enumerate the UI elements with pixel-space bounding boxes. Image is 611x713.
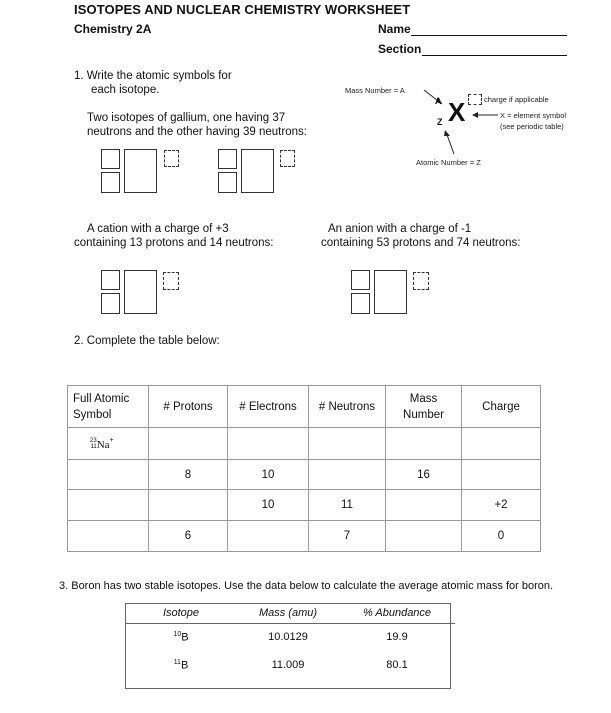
anion-mass-box[interactable] (351, 270, 370, 290)
ga1-charge-box[interactable] (164, 150, 179, 167)
anion-charge-box[interactable] (413, 272, 429, 290)
table-cell[interactable] (68, 521, 149, 552)
ga2-mass-box[interactable] (218, 149, 237, 169)
na-mass: 23 (90, 438, 97, 445)
table-cell[interactable] (68, 460, 149, 490)
symbol-a: A (435, 96, 442, 106)
ga1-atomic-box[interactable] (101, 172, 120, 193)
table-cell[interactable]: +2 (462, 490, 541, 521)
boron-table (125, 603, 455, 679)
table-cell[interactable] (149, 428, 228, 460)
boron-header-abundance: % Abundance (362, 606, 432, 619)
q3-prompt: 3. Boron has two stable isotopes. Use the data below to calculate the average atomic mass for boron. (59, 580, 554, 592)
col-header-full-symbol: Full Atomic Symbol (68, 386, 149, 428)
table-cell[interactable] (386, 490, 462, 521)
section-field[interactable] (422, 55, 567, 56)
table-row (68, 460, 541, 490)
table-cell[interactable] (68, 490, 149, 521)
mass-number-label: Mass Number = A (345, 86, 405, 95)
cation-atomic-box[interactable] (101, 293, 120, 314)
boron-header-divider (125, 623, 451, 624)
name-field[interactable] (411, 35, 567, 36)
cation-text-line2: containing 13 protons and 14 neutrons: (74, 237, 274, 249)
anion-atomic-box[interactable] (351, 293, 370, 314)
boron-header-mass: Mass (amu) (258, 606, 318, 619)
symbol-x: X (448, 97, 466, 127)
atomic-number-label: Atomic Number = Z (416, 158, 481, 167)
table-cell[interactable] (309, 460, 386, 490)
q2-prompt: 2. Complete the table below: (74, 335, 220, 347)
element-arrow-icon (470, 110, 500, 120)
cation-mass-box[interactable] (101, 270, 120, 290)
col-header-protons: # Protons (149, 386, 228, 428)
gallium-text-line2: neutrons and the other having 39 neutrons: (87, 126, 307, 138)
table-cell[interactable]: 6 (149, 521, 228, 552)
course-name: Chemistry 2A (74, 22, 152, 36)
boron-header-isotope: Isotope (162, 606, 200, 619)
cation-text-line1: A cation with a charge of +3 (87, 223, 229, 235)
section-label: Section (378, 42, 422, 56)
col-header-charge: Charge (462, 386, 541, 428)
na-symbol: Na (96, 438, 110, 451)
worksheet-title: ISOTOPES AND NUCLEAR CHEMISTRY WORKSHEET (74, 2, 411, 17)
table-cell[interactable] (228, 428, 309, 460)
isotope-table (67, 385, 541, 552)
ga2-symbol-box[interactable] (241, 149, 274, 193)
ga2-atomic-box[interactable] (218, 172, 237, 193)
table-cell[interactable]: 11 (309, 490, 386, 521)
boron-isotope-cell: $^{11}$B (173, 658, 189, 672)
table-row (125, 651, 455, 679)
element-note-1: X = element symbol (500, 111, 567, 120)
table-cell[interactable] (228, 521, 309, 552)
na-atomic: 11 (90, 444, 97, 451)
table-cell[interactable]: 8 (149, 460, 228, 490)
ga1-symbol-box[interactable] (124, 149, 157, 193)
table-cell[interactable]: 10 (228, 460, 309, 490)
boron-abundance-cell: 19.9 (386, 631, 408, 644)
col-header-electrons: # Electrons (228, 386, 309, 428)
table-cell[interactable]: 10 (228, 490, 309, 521)
boron-mass-cell: 11.009 (271, 659, 305, 671)
charge-note: charge if applicable (484, 95, 549, 104)
table-cell[interactable] (149, 490, 228, 521)
na-symbol-cell (68, 428, 149, 460)
table-cell[interactable] (462, 428, 541, 460)
anion-symbol-box[interactable] (374, 270, 407, 314)
table-cell[interactable] (309, 428, 386, 460)
symbol-z: Z (437, 117, 443, 127)
col-header-mass-number: Mass Number (386, 386, 462, 428)
atomic-arrow-icon (440, 128, 460, 158)
table-row (125, 623, 455, 651)
boron-abundance-cell: 80.1 (386, 659, 408, 671)
table-row (68, 428, 541, 460)
table-cell[interactable] (462, 460, 541, 490)
q1-prompt-line1: 1. Write the atomic symbols for (74, 70, 232, 82)
gallium-text-line1: Two isotopes of gallium, one having 37 (87, 112, 286, 124)
table-cell[interactable]: 0 (462, 521, 541, 552)
col-header-neutrons: # Neutrons (309, 386, 386, 428)
table-cell[interactable] (386, 428, 462, 460)
ga1-mass-box[interactable] (101, 149, 120, 169)
table-row (68, 490, 541, 521)
element-note-2: (see periodic table) (500, 122, 564, 131)
cation-charge-box[interactable] (163, 272, 179, 290)
table-cell[interactable]: 7 (309, 521, 386, 552)
boron-isotope-cell: $^{10}$B (173, 630, 189, 644)
anion-text-line1: An anion with a charge of -1 (328, 223, 472, 235)
boron-mass-cell: 10.0129 (268, 631, 308, 644)
name-label: Name (378, 22, 411, 36)
q1-prompt-line2: each isotope. (91, 84, 160, 96)
table-cell[interactable]: 16 (386, 460, 462, 490)
anion-text-line2: containing 53 protons and 74 neutrons: (321, 237, 521, 249)
cation-symbol-box[interactable] (124, 270, 157, 314)
table-cell[interactable] (386, 521, 462, 552)
table-row (68, 521, 541, 552)
ga2-charge-box[interactable] (280, 150, 295, 167)
charge-box-icon (468, 94, 482, 105)
na-charge: + (109, 436, 114, 444)
